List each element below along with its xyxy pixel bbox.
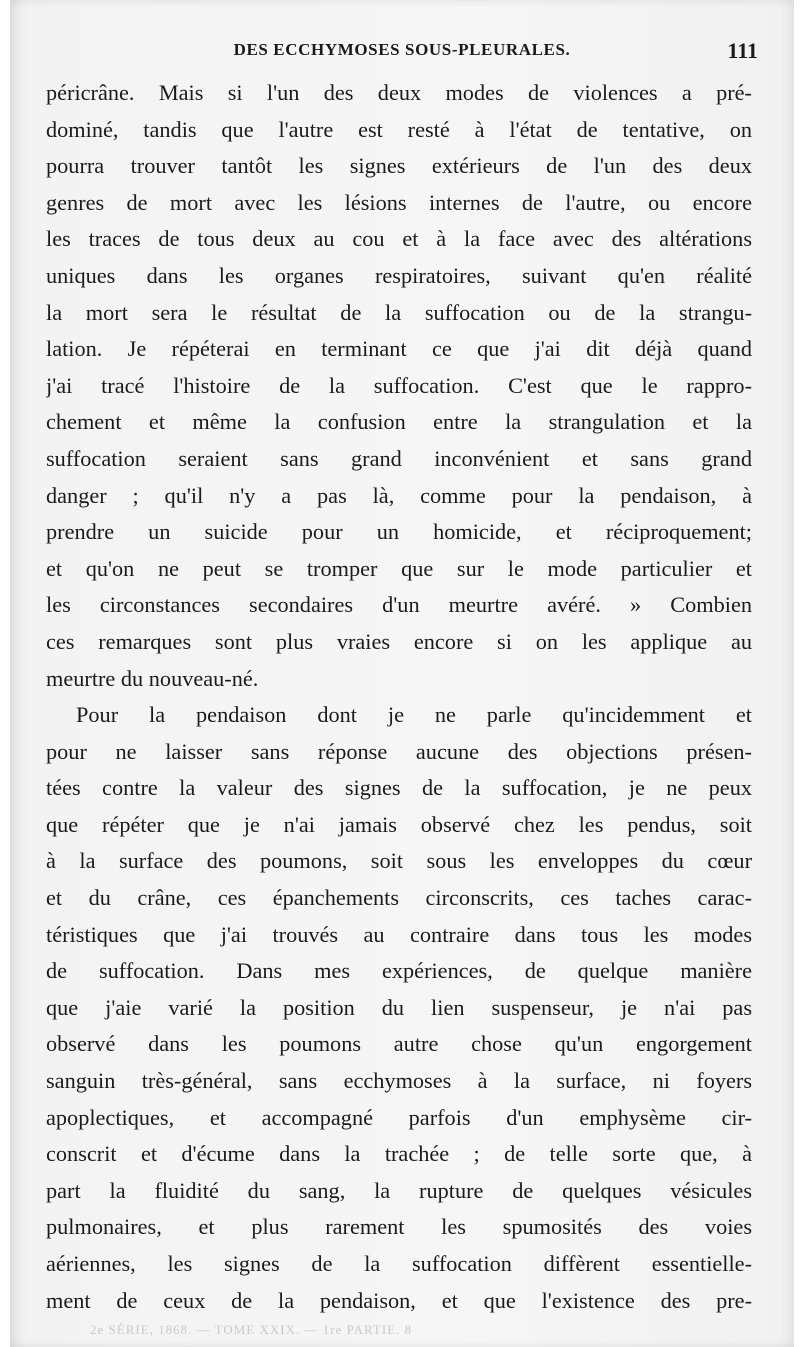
text-line: genres de mort avec les lésions internes de l'autre, ou encore [46,189,752,215]
text-line: Pour la pendaison dont je ne parle qu'incidemment et [76,702,752,728]
text-line: dominé, tandis que l'autre est resté à l'état de tentative, on [46,116,752,142]
text-line: chement et même la confusion entre la strangulation et la [46,409,752,435]
text-line: observé dans les poumons autre chose qu'un engorgement [46,1031,752,1057]
text-line: pulmonaires, et plus rarement les spumosités des voies [46,1214,752,1240]
text-line: la mort sera le résultat de la suffocation ou de la strangu- [46,299,752,325]
text-line: de suffocation. Dans mes expériences, de quelque manière [46,958,752,984]
text-line: uniques dans les organes respiratoires, suivant qu'en réalité [46,262,752,288]
text-line: que j'aie varié la position du lien suspenseur, je n'ai pas [46,994,752,1020]
text-line: part la fluidité du sang, la rupture de quelques vésicules [46,1177,752,1203]
text-line: aériennes, les signes de la suffocation diffèrent essentielle- [46,1251,752,1276]
text-line: conscrit et d'écume dans la trachée ; de telle sorte que, à [46,1141,752,1167]
text-line: prendre un suicide pour un homicide, et réciproquement; [46,519,752,545]
page-number: 111 [727,38,758,63]
text-line: et qu'on ne peut se tromper que sur le mode particulier et [46,555,752,581]
text-line: sanguin très-général, sans ecchymoses à la surface, ni foyers [46,1068,752,1094]
text-line: j'ai tracé l'histoire de la suffocation. C'est que le rappro- [46,372,752,398]
text-line: les circonstances secondaires d'un meurtre avéré. » Combien [46,592,752,618]
text-line: péricrâne. Mais si l'un des deux modes de violences a pré- [46,80,752,105]
page-footer: 2e SÉRIE, 1868. — TOME XXIX. — 1re PARTIE. 8 [90,1322,413,1337]
paragraph-2 [46,697,752,1319]
text-line: que répéter que je n'ai jamais observé chez les pendus, soit [46,811,752,837]
text-line: ces remarques sont plus vraies encore si on les applique au [46,628,752,654]
paragraph-1 [46,75,752,697]
body-text [46,75,752,1319]
text-line: meurtre du nouveau-né. [46,665,259,691]
text-line: ment de ceux de la pendaison, et que l'existence des pre- [46,1287,752,1313]
text-line: pourra trouver tantôt les signes extérieurs de l'un des deux [46,153,752,179]
book-page [10,0,794,1347]
text-line: apoplectiques, et accompagné parfois d'un emphysème cir- [46,1104,752,1130]
text-line: danger ; qu'il n'y a pas là, comme pour la pendaison, à [46,482,752,508]
text-line: lation. Je répéterai en terminant ce que j'ai dit déjà quand [46,336,752,362]
text-line: tées contre la valeur des signes de la suffocation, je ne peux [46,775,752,801]
text-line: téristiques que j'ai trouvés au contraire dans tous les modes [46,921,752,947]
running-title: DES ECCHYMOSES SOUS-PLEURALES. [233,40,571,59]
text-line: et du crâne, ces épanchements circonscrits, ces taches carac- [46,885,752,911]
text-line: à la surface des poumons, soit sous les enveloppes du cœur [46,848,752,874]
text-line: pour ne laisser sans réponse aucune des objections présen- [46,738,752,764]
running-head [10,38,794,68]
text-line: suffocation seraient sans grand inconvénient et sans grand [46,445,752,471]
text-line: les traces de tous deux au cou et à la face avec des altérations [46,226,752,252]
